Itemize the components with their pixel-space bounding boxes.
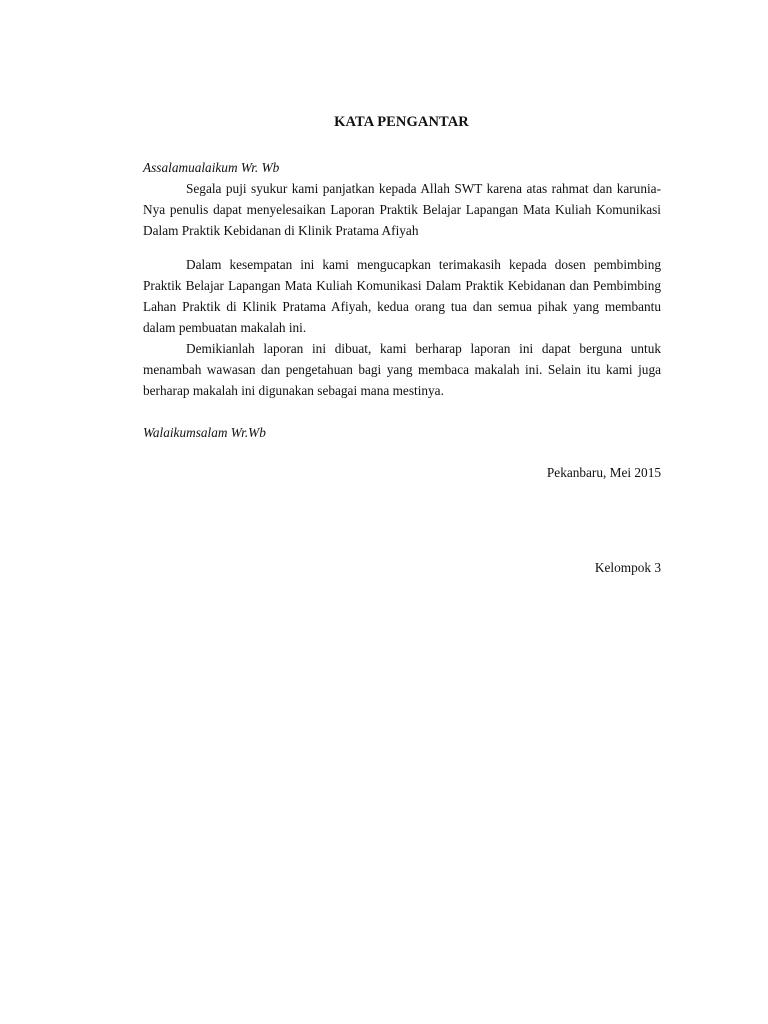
closing-greeting: Walaikumsalam Wr.Wb (143, 425, 266, 440)
signature-group: Kelompok 3 (594, 560, 661, 575)
page-title: KATA PENGANTAR (334, 114, 469, 130)
opening-greeting: Assalamualaikum Wr. Wb (143, 160, 280, 175)
place-and-date: Pekanbaru, Mei 2015 (546, 465, 661, 480)
paragraph-thanks: Dalam kesempatan ini kami mengucapkan terimakasih kepada dosen pembimbing Praktik Belajar Lapangan Mata Kuliah Komunikasi Dalam Praktik Kebidanan dan Pembimbing Lahan Praktik di Klinik Pratama Afiyah, kedua orang tua dan semua pihak yang membantu dalam pembuatan makalah ini. (143, 257, 661, 335)
paragraph-gratitude: Segala puji syukur kami panjatkan kepada Allah SWT karena atas rahmat dan karunia-Nya penulis dapat menyelesaikan Laporan Praktik Belajar Lapangan Mata Kuliah Komunikasi Dalam Praktik Kebidanan di Klinik Pratama Afiyah (143, 181, 661, 238)
paragraph-conclusion: Demikianlah laporan ini dibuat, kami berharap laporan ini dapat berguna untuk menambah wawasan dan pengetahuan bagi yang membaca makalah ini. Selain itu kami juga berharap makalah ini digunakan sebagai mana mestinya. (143, 341, 661, 398)
